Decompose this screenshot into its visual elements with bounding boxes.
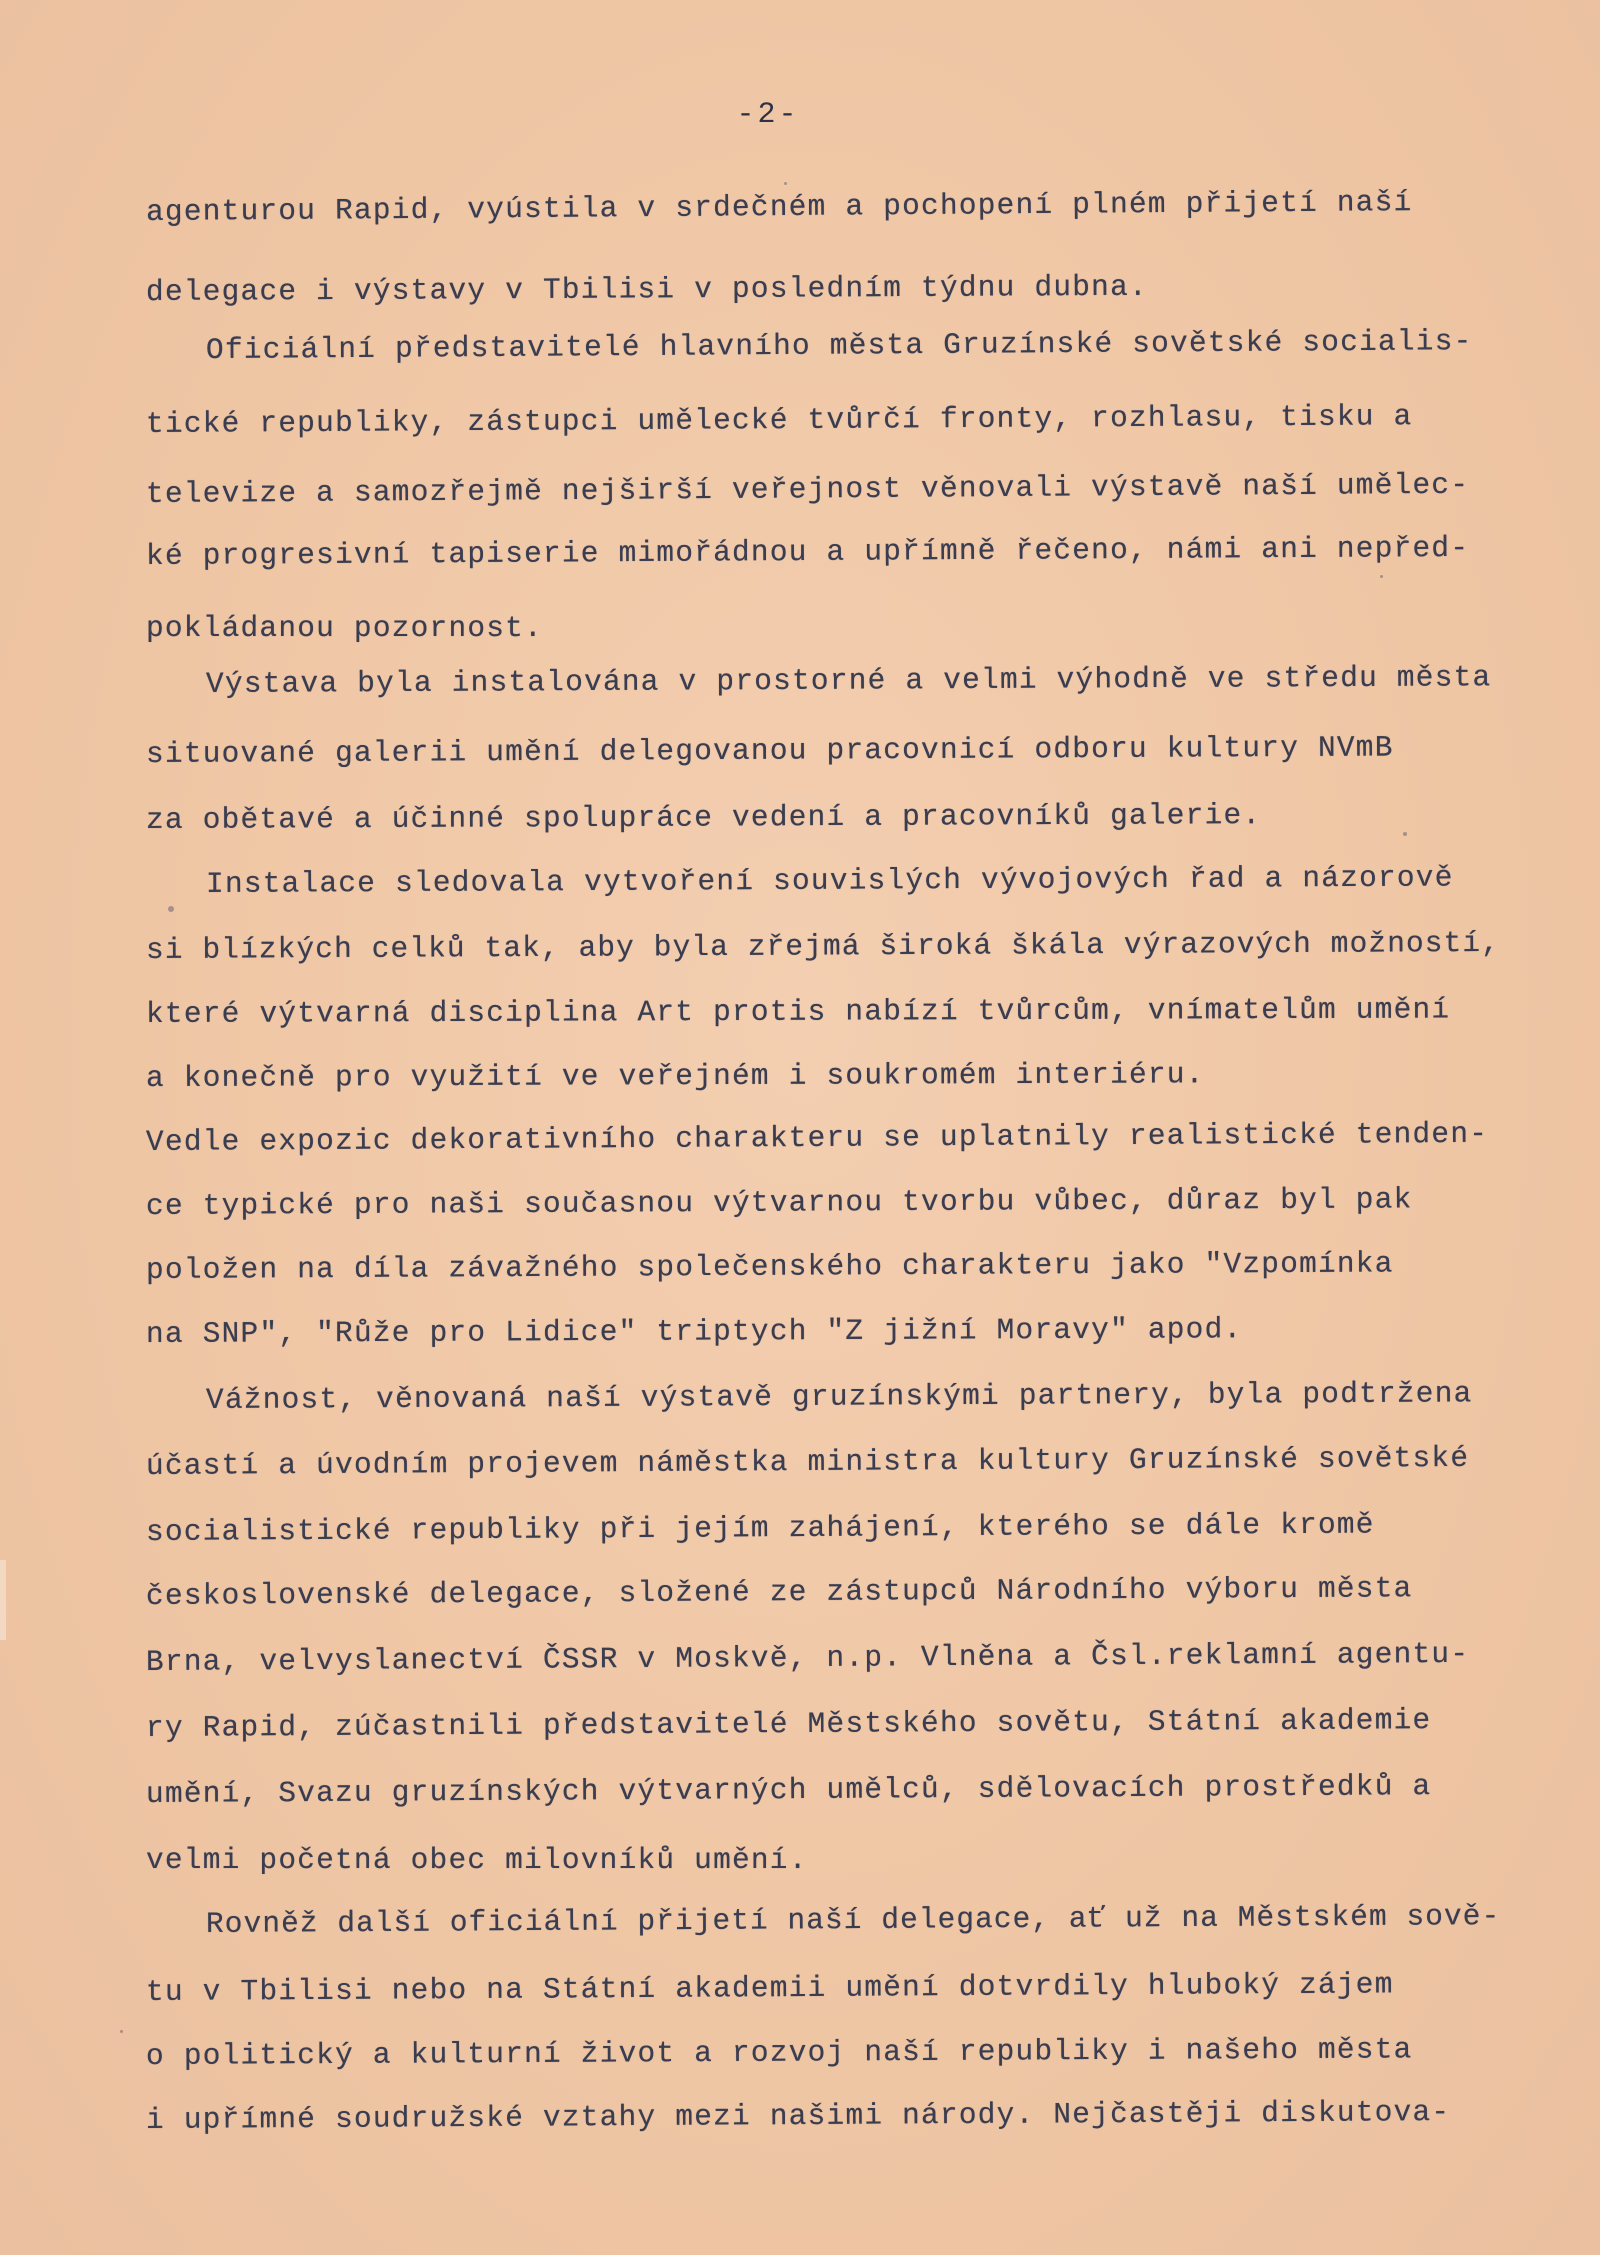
text-line: a konečně pro využití ve veřejném i soukromém interiéru. [145,1057,1205,1095]
paper-fold-mark [0,1560,6,1640]
text-line: Brna, velvyslanectví ČSSR v Moskvě, n.p. Vlněna a Čsl.reklamní agentu- [145,1636,1470,1679]
text-line: Výstava byla instalována v prostorné a velmi výhodně ve středu města [205,660,1492,701]
text-line: si blízkých celků tak, aby byla zřejmá široká škála výrazových možností, [145,925,1501,967]
text-line: ry Rapid, zúčastnili představitelé Městského sovětu, Státní akademie [145,1703,1432,1745]
text-line: televize a samozřejmě nejširší veřejnost věnovali výstavě naší umělec- [145,467,1470,511]
text-line: i upřímné soudružské vztahy mezi našimi národy. Nejčastěji diskutova- [145,2095,1451,2137]
paper-speck [784,182,787,185]
page-number: -2- [736,98,800,132]
paper-speck [1403,832,1407,836]
text-line: účastí a úvodním projevem náměstka ministra kultury Gruzínské sovětské [145,1440,1470,1483]
text-line: situované galerii umění delegovanou pracovnicí odboru kultury NVmB [145,730,1394,771]
text-line: o politický a kulturní život a rozvoj naší republiky i našeho města [145,2032,1413,2073]
paper-speck [120,2030,123,2033]
text-line: na SNP", "Růže pro Lidice" triptych "Z jižní Moravy" apod. [145,1312,1243,1351]
text-line: za obětavé a účinné spolupráce vedení a pracovníků galerie. [145,798,1262,837]
text-line: položen na díla závažného společenského charakteru jako "Vzpomínka [145,1246,1394,1287]
paper-speck [168,906,174,912]
text-line: tu v Tbilisi nebo na Státní akademii umění dotvrdily hluboký zájem [145,1967,1394,2009]
text-line: ké progresivní tapiserie mimořádnou a upřímně řečeno, námi ani nepřed- [145,530,1470,573]
text-line: pokládanou pozornost. [146,611,543,645]
text-line: Oficiální představitelé hlavního města Gruzínské sovětské socialis- [205,324,1473,367]
text-line: socialistické republiky při jejím zahájení, kterého se dále kromě [145,1507,1375,1549]
text-line: velmi početná obec milovníků umění. [146,1843,808,1877]
text-line: Rovněž další oficiální přijetí naší delegace, ať už na Městském sově- [205,1899,1501,1941]
text-line: československé delegace, složené ze zástupců Národního výboru města [145,1571,1413,1613]
text-line: tické republiky, zástupci umělecké tvůrčí fronty, rozhlasu, tisku a [145,399,1413,441]
text-line: Vedle expozic dekorativního charakteru se uplatnily realistické tenden- [145,1116,1489,1159]
text-line: ce typické pro naši současnou výtvarnou tvorbu vůbec, důraz byl pak [145,1182,1413,1223]
text-line: agenturou Rapid, vyústila v srdečném a pochopení plném přijetí naší [145,185,1413,229]
paper-speck [1380,575,1383,578]
text-line: umění, Svazu gruzínských výtvarných umělců, sdělovacích prostředků a [145,1769,1432,1811]
text-line: Instalace sledovala vytvoření souvislých vývojových řad a názorově [205,860,1454,901]
text-line: které výtvarná disciplina Art protis nabízí tvůrcům, vnímatelům umění [145,992,1451,1031]
text-line: delegace i výstavy v Tbilisi v posledním týdnu dubna. [145,269,1148,309]
text-line: Vážnost, věnovaná naší výstavě gruzínskými partnery, byla podtržena [205,1376,1473,1417]
